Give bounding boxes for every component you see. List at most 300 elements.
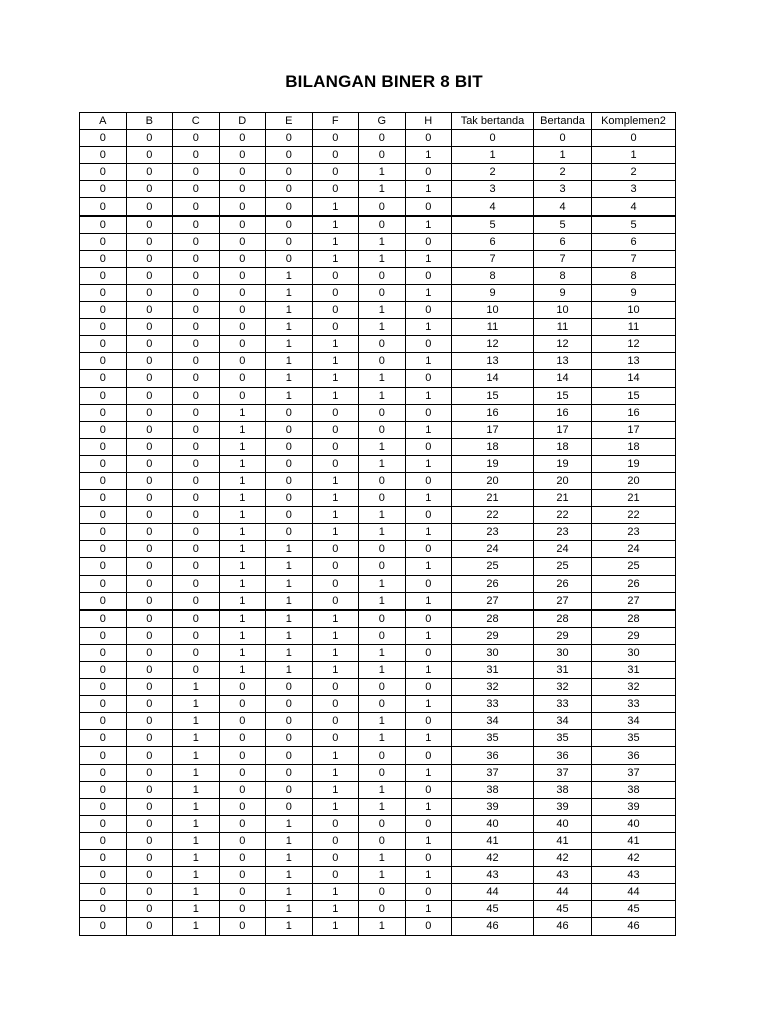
table-cell: 0 bbox=[312, 815, 359, 832]
table-cell: 0 bbox=[359, 627, 406, 644]
table-cell: 0 bbox=[219, 250, 266, 267]
table-cell: 0 bbox=[126, 336, 173, 353]
table-cell: 27 bbox=[592, 592, 676, 610]
table-cell: 0 bbox=[126, 284, 173, 301]
table-cell: 9 bbox=[534, 284, 592, 301]
table-cell: 1 bbox=[266, 644, 313, 661]
page-title: BILANGAN BINER 8 BIT bbox=[285, 72, 483, 91]
table-cell: 1 bbox=[173, 815, 220, 832]
table-cell: 0 bbox=[405, 781, 452, 798]
table-row bbox=[80, 490, 676, 507]
table-row bbox=[80, 181, 676, 198]
table-cell: 0 bbox=[219, 198, 266, 216]
table-cell: 0 bbox=[219, 815, 266, 832]
table-cell: 0 bbox=[266, 250, 313, 267]
table-cell: 0 bbox=[126, 592, 173, 610]
table-cell: 1 bbox=[173, 850, 220, 867]
table-cell: 1 bbox=[312, 747, 359, 764]
table-cell: 0 bbox=[266, 147, 313, 164]
table-cell: 0 bbox=[219, 233, 266, 250]
column-header: Bertanda bbox=[534, 113, 592, 130]
table-cell: 1 bbox=[359, 387, 406, 404]
table-cell: 0 bbox=[266, 404, 313, 421]
table-cell: 1 bbox=[173, 918, 220, 935]
table-cell: 0 bbox=[219, 764, 266, 781]
table-row bbox=[80, 472, 676, 489]
table-cell: 1 bbox=[405, 216, 452, 234]
table-cell: 0 bbox=[126, 867, 173, 884]
table-row bbox=[80, 918, 676, 935]
table-cell: 0 bbox=[359, 884, 406, 901]
table-cell: 1 bbox=[312, 901, 359, 918]
table-cell: 1 bbox=[359, 918, 406, 935]
table-cell: 7 bbox=[452, 250, 534, 267]
column-header: Tak bertanda bbox=[452, 113, 534, 130]
table-cell: 0 bbox=[359, 696, 406, 713]
table-cell: 22 bbox=[592, 507, 676, 524]
table-cell: 0 bbox=[126, 918, 173, 935]
table-cell: 0 bbox=[405, 438, 452, 455]
table-cell: 0 bbox=[359, 267, 406, 284]
table-cell: 4 bbox=[534, 198, 592, 216]
table-cell: 0 bbox=[173, 353, 220, 370]
table-cell: 0 bbox=[219, 713, 266, 730]
table-cell: 0 bbox=[312, 319, 359, 336]
table-cell: 1 bbox=[312, 627, 359, 644]
table-cell: 0 bbox=[219, 901, 266, 918]
table-cell: 44 bbox=[534, 884, 592, 901]
table-row bbox=[80, 662, 676, 679]
table-cell: 0 bbox=[173, 284, 220, 301]
table-cell: 39 bbox=[534, 798, 592, 815]
table-cell: 0 bbox=[359, 472, 406, 489]
table-cell: 1 bbox=[173, 901, 220, 918]
table-cell: 1 bbox=[312, 250, 359, 267]
table-cell: 29 bbox=[534, 627, 592, 644]
table-cell: 1 bbox=[312, 198, 359, 216]
table-cell: 32 bbox=[534, 679, 592, 696]
table-cell: 0 bbox=[405, 370, 452, 387]
table-cell: 35 bbox=[592, 730, 676, 747]
table-cell: 46 bbox=[592, 918, 676, 935]
table-cell: 0 bbox=[173, 387, 220, 404]
column-header: F bbox=[312, 113, 359, 130]
table-cell: 13 bbox=[534, 353, 592, 370]
table-cell: 0 bbox=[80, 147, 127, 164]
table-cell: 19 bbox=[452, 455, 534, 472]
table-cell: 0 bbox=[312, 284, 359, 301]
table-cell: 0 bbox=[312, 730, 359, 747]
table-cell: 0 bbox=[126, 490, 173, 507]
table-row bbox=[80, 541, 676, 558]
table-row bbox=[80, 901, 676, 918]
table-row bbox=[80, 130, 676, 147]
table-cell: 0 bbox=[219, 867, 266, 884]
table-cell: 0 bbox=[80, 524, 127, 541]
table-cell: 14 bbox=[452, 370, 534, 387]
table-cell: 20 bbox=[534, 472, 592, 489]
table-cell: 1 bbox=[405, 798, 452, 815]
table-cell: 0 bbox=[126, 198, 173, 216]
table-cell: 0 bbox=[80, 490, 127, 507]
table-cell: 10 bbox=[592, 302, 676, 319]
table-cell: 7 bbox=[534, 250, 592, 267]
table-cell: 14 bbox=[534, 370, 592, 387]
table-cell: 0 bbox=[80, 575, 127, 592]
table-cell: 0 bbox=[219, 130, 266, 147]
table-cell: 21 bbox=[534, 490, 592, 507]
table-cell: 0 bbox=[126, 644, 173, 661]
table-cell: 0 bbox=[80, 216, 127, 234]
table-cell: 0 bbox=[219, 747, 266, 764]
table-cell: 0 bbox=[173, 627, 220, 644]
table-cell: 1 bbox=[266, 319, 313, 336]
table-cell: 10 bbox=[534, 302, 592, 319]
table-cell: 28 bbox=[534, 610, 592, 628]
column-header: G bbox=[359, 113, 406, 130]
table-row bbox=[80, 164, 676, 181]
table-row bbox=[80, 336, 676, 353]
table-cell: 1 bbox=[359, 507, 406, 524]
table-cell: 0 bbox=[126, 507, 173, 524]
table-cell: 0 bbox=[126, 541, 173, 558]
table-cell: 1 bbox=[359, 781, 406, 798]
table-cell: 0 bbox=[80, 370, 127, 387]
table-cell: 0 bbox=[266, 679, 313, 696]
table-cell: 1 bbox=[173, 832, 220, 849]
table-cell: 0 bbox=[126, 798, 173, 815]
table-cell: 1 bbox=[219, 490, 266, 507]
table-cell: 16 bbox=[592, 404, 676, 421]
table-cell: 1 bbox=[266, 284, 313, 301]
table-cell: 0 bbox=[173, 490, 220, 507]
table-cell: 0 bbox=[126, 815, 173, 832]
table-cell: 37 bbox=[452, 764, 534, 781]
table-cell: 0 bbox=[126, 627, 173, 644]
table-cell: 31 bbox=[534, 662, 592, 679]
table-cell: 0 bbox=[266, 233, 313, 250]
table-cell: 0 bbox=[80, 507, 127, 524]
table-cell: 0 bbox=[80, 267, 127, 284]
table-cell: 0 bbox=[312, 558, 359, 575]
table-cell: 0 bbox=[312, 867, 359, 884]
table-cell: 0 bbox=[126, 884, 173, 901]
table-cell: 1 bbox=[266, 592, 313, 610]
table-cell: 1 bbox=[266, 662, 313, 679]
table-cell: 0 bbox=[173, 319, 220, 336]
table-cell: 9 bbox=[452, 284, 534, 301]
table-cell: 41 bbox=[592, 832, 676, 849]
table-cell: 10 bbox=[452, 302, 534, 319]
table-cell: 1 bbox=[405, 319, 452, 336]
table-cell: 0 bbox=[359, 490, 406, 507]
table-cell: 0 bbox=[173, 507, 220, 524]
table-cell: 27 bbox=[452, 592, 534, 610]
table-row bbox=[80, 713, 676, 730]
table-cell: 0 bbox=[405, 233, 452, 250]
table-cell: 1 bbox=[312, 387, 359, 404]
table-cell: 24 bbox=[452, 541, 534, 558]
table-cell: 1 bbox=[359, 370, 406, 387]
table-cell: 25 bbox=[592, 558, 676, 575]
table-cell: 0 bbox=[80, 798, 127, 815]
table-cell: 38 bbox=[592, 781, 676, 798]
table-cell: 0 bbox=[80, 284, 127, 301]
table-cell: 38 bbox=[452, 781, 534, 798]
table-cell: 37 bbox=[534, 764, 592, 781]
table-cell: 0 bbox=[312, 267, 359, 284]
table-cell: 1 bbox=[359, 867, 406, 884]
table-cell: 29 bbox=[452, 627, 534, 644]
table-cell: 0 bbox=[219, 336, 266, 353]
table-cell: 1 bbox=[359, 575, 406, 592]
table-cell: 32 bbox=[592, 679, 676, 696]
table-cell: 0 bbox=[126, 233, 173, 250]
table-cell: 0 bbox=[219, 696, 266, 713]
table-cell: 0 bbox=[126, 455, 173, 472]
table-cell: 0 bbox=[173, 370, 220, 387]
table-cell: 0 bbox=[266, 730, 313, 747]
table-cell: 6 bbox=[452, 233, 534, 250]
table-cell: 39 bbox=[592, 798, 676, 815]
table-cell: 45 bbox=[592, 901, 676, 918]
table-cell: 1 bbox=[266, 815, 313, 832]
table-cell: 0 bbox=[80, 781, 127, 798]
table-cell: 1 bbox=[405, 490, 452, 507]
table-row bbox=[80, 764, 676, 781]
table-cell: 1 bbox=[405, 387, 452, 404]
table-cell: 1 bbox=[219, 507, 266, 524]
table-cell: 44 bbox=[452, 884, 534, 901]
column-header: Komplemen2 bbox=[592, 113, 676, 130]
table-row bbox=[80, 319, 676, 336]
table-cell: 14 bbox=[592, 370, 676, 387]
table-cell: 1 bbox=[219, 404, 266, 421]
table-cell: 40 bbox=[534, 815, 592, 832]
table-cell: 0 bbox=[126, 679, 173, 696]
table-cell: 1 bbox=[405, 592, 452, 610]
table-cell: 5 bbox=[592, 216, 676, 234]
table-cell: 0 bbox=[219, 832, 266, 849]
table-cell: 0 bbox=[80, 472, 127, 489]
table-cell: 1 bbox=[266, 353, 313, 370]
table-cell: 0 bbox=[126, 781, 173, 798]
table-cell: 0 bbox=[173, 216, 220, 234]
table-cell: 34 bbox=[592, 713, 676, 730]
table-cell: 1 bbox=[266, 370, 313, 387]
table-cell: 35 bbox=[452, 730, 534, 747]
table-cell: 0 bbox=[266, 164, 313, 181]
table-cell: 1 bbox=[312, 524, 359, 541]
table-cell: 0 bbox=[219, 267, 266, 284]
table-cell: 0 bbox=[126, 404, 173, 421]
table-cell: 1 bbox=[405, 696, 452, 713]
table-cell: 1 bbox=[405, 284, 452, 301]
table-cell: 1 bbox=[405, 524, 452, 541]
column-header: H bbox=[405, 113, 452, 130]
table-row bbox=[80, 627, 676, 644]
table-cell: 15 bbox=[452, 387, 534, 404]
table-cell: 1 bbox=[405, 353, 452, 370]
table-cell: 1 bbox=[359, 181, 406, 198]
table-cell: 0 bbox=[312, 541, 359, 558]
table-cell: 1 bbox=[173, 867, 220, 884]
table-cell: 0 bbox=[80, 627, 127, 644]
table-cell: 8 bbox=[534, 267, 592, 284]
table-cell: 0 bbox=[219, 284, 266, 301]
table-cell: 1 bbox=[173, 781, 220, 798]
table-cell: 30 bbox=[592, 644, 676, 661]
table-cell: 1 bbox=[219, 455, 266, 472]
table-cell: 1 bbox=[592, 147, 676, 164]
table-cell: 0 bbox=[266, 524, 313, 541]
table-cell: 17 bbox=[534, 421, 592, 438]
table-cell: 33 bbox=[534, 696, 592, 713]
table-cell: 0 bbox=[80, 713, 127, 730]
table-cell: 0 bbox=[359, 216, 406, 234]
table-cell: 1 bbox=[312, 472, 359, 489]
table-cell: 0 bbox=[359, 421, 406, 438]
table-cell: 0 bbox=[80, 181, 127, 198]
table-row bbox=[80, 250, 676, 267]
table-cell: 7 bbox=[592, 250, 676, 267]
column-header: B bbox=[126, 113, 173, 130]
table-cell: 0 bbox=[219, 302, 266, 319]
table-cell: 1 bbox=[359, 730, 406, 747]
table-cell: 0 bbox=[219, 781, 266, 798]
table-cell: 0 bbox=[359, 679, 406, 696]
table-cell: 11 bbox=[592, 319, 676, 336]
table-cell: 5 bbox=[534, 216, 592, 234]
table-cell: 0 bbox=[173, 164, 220, 181]
table-cell: 0 bbox=[126, 764, 173, 781]
table-cell: 0 bbox=[219, 918, 266, 935]
table-row bbox=[80, 455, 676, 472]
table-cell: 0 bbox=[359, 832, 406, 849]
table-cell: 8 bbox=[452, 267, 534, 284]
table-row bbox=[80, 387, 676, 404]
table-cell: 0 bbox=[80, 592, 127, 610]
table-cell: 0 bbox=[173, 147, 220, 164]
table-cell: 36 bbox=[452, 747, 534, 764]
table-cell: 0 bbox=[405, 850, 452, 867]
table-cell: 0 bbox=[173, 610, 220, 628]
table-cell: 20 bbox=[592, 472, 676, 489]
table-cell: 1 bbox=[266, 918, 313, 935]
table-cell: 1 bbox=[359, 233, 406, 250]
table-row bbox=[80, 815, 676, 832]
table-cell: 0 bbox=[359, 541, 406, 558]
table-cell: 28 bbox=[452, 610, 534, 628]
table-cell: 1 bbox=[266, 884, 313, 901]
table-cell: 13 bbox=[452, 353, 534, 370]
table-cell: 0 bbox=[266, 455, 313, 472]
table-cell: 1 bbox=[266, 627, 313, 644]
table-cell: 1 bbox=[405, 627, 452, 644]
table-cell: 0 bbox=[266, 781, 313, 798]
table-cell: 20 bbox=[452, 472, 534, 489]
table-cell: 0 bbox=[173, 302, 220, 319]
table-cell: 0 bbox=[312, 455, 359, 472]
table-cell: 33 bbox=[452, 696, 534, 713]
table-cell: 0 bbox=[359, 353, 406, 370]
table-cell: 34 bbox=[452, 713, 534, 730]
table-cell: 0 bbox=[312, 130, 359, 147]
table-cell: 0 bbox=[173, 438, 220, 455]
table-cell: 1 bbox=[173, 884, 220, 901]
table-cell: 36 bbox=[534, 747, 592, 764]
table-cell: 1 bbox=[266, 541, 313, 558]
table-cell: 0 bbox=[405, 815, 452, 832]
table-row bbox=[80, 421, 676, 438]
table-cell: 0 bbox=[80, 404, 127, 421]
table-cell: 11 bbox=[534, 319, 592, 336]
table-cell: 31 bbox=[452, 662, 534, 679]
table-cell: 18 bbox=[452, 438, 534, 455]
table-cell: 0 bbox=[80, 130, 127, 147]
table-cell: 30 bbox=[452, 644, 534, 661]
table-cell: 0 bbox=[219, 798, 266, 815]
table-cell: 0 bbox=[126, 319, 173, 336]
table-cell: 0 bbox=[173, 472, 220, 489]
table-cell: 0 bbox=[126, 250, 173, 267]
table-cell: 0 bbox=[126, 302, 173, 319]
table-cell: 1 bbox=[359, 164, 406, 181]
table-cell: 0 bbox=[126, 130, 173, 147]
table-cell: 27 bbox=[534, 592, 592, 610]
table-cell: 0 bbox=[405, 575, 452, 592]
table-row bbox=[80, 884, 676, 901]
table-cell: 1 bbox=[219, 592, 266, 610]
table-cell: 0 bbox=[126, 610, 173, 628]
table-cell: 0 bbox=[312, 302, 359, 319]
table-cell: 0 bbox=[266, 747, 313, 764]
table-cell: 0 bbox=[126, 832, 173, 849]
table-cell: 1 bbox=[405, 250, 452, 267]
table-cell: 18 bbox=[534, 438, 592, 455]
table-cell: 0 bbox=[173, 592, 220, 610]
table-cell: 46 bbox=[534, 918, 592, 935]
table-cell: 2 bbox=[452, 164, 534, 181]
table-row bbox=[80, 850, 676, 867]
table-cell: 0 bbox=[126, 472, 173, 489]
table-cell: 1 bbox=[266, 558, 313, 575]
table-cell: 0 bbox=[80, 764, 127, 781]
column-header: D bbox=[219, 113, 266, 130]
table-cell: 34 bbox=[534, 713, 592, 730]
table-cell: 0 bbox=[266, 181, 313, 198]
table-row bbox=[80, 370, 676, 387]
table-cell: 1 bbox=[405, 730, 452, 747]
table-cell: 0 bbox=[80, 730, 127, 747]
table-cell: 0 bbox=[173, 421, 220, 438]
table-cell: 0 bbox=[173, 575, 220, 592]
table-cell: 0 bbox=[219, 319, 266, 336]
table-cell: 1 bbox=[173, 679, 220, 696]
table-cell: 0 bbox=[359, 130, 406, 147]
table-cell: 25 bbox=[452, 558, 534, 575]
table-cell: 0 bbox=[126, 575, 173, 592]
table-cell: 42 bbox=[534, 850, 592, 867]
table-cell: 0 bbox=[405, 507, 452, 524]
table-cell: 1 bbox=[266, 575, 313, 592]
table-row bbox=[80, 284, 676, 301]
table-cell: 1 bbox=[312, 781, 359, 798]
table-cell: 26 bbox=[452, 575, 534, 592]
column-header: C bbox=[173, 113, 220, 130]
table-row bbox=[80, 558, 676, 575]
table-cell: 0 bbox=[80, 438, 127, 455]
